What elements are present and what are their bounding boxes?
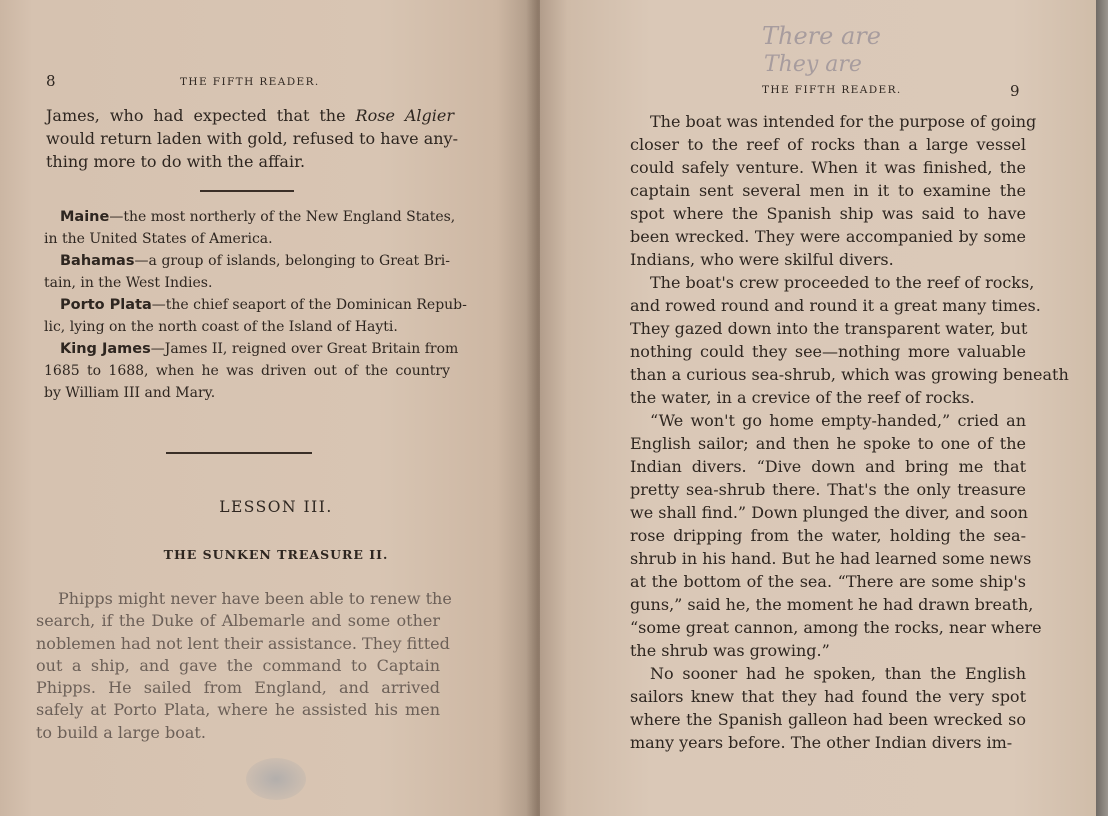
running-head: THE FIFTH READER. xyxy=(180,76,320,88)
text-line: guns,” said he, the moment he had drawn breath, xyxy=(630,595,1034,614)
paragraph xyxy=(630,662,1026,754)
left-page xyxy=(0,0,540,816)
lesson-subtitle: THE SUNKEN TREASURE II. xyxy=(163,547,389,562)
note-term: Porto Plata xyxy=(60,297,152,313)
text-line: The boat's crew proceeded to the reef of rocks, xyxy=(650,273,1035,292)
note-maine: Maine—the most northerly of the New England States, in the United States of America. xyxy=(44,209,456,247)
note-term: Maine xyxy=(60,209,110,225)
text-line: captain sent several men in it to examine the xyxy=(630,181,1026,200)
text-line: we shall find.” Down plunged the diver, and soon xyxy=(630,503,1028,522)
main-text xyxy=(630,110,1069,754)
text-line: The boat was intended for the purpose of going xyxy=(650,112,1037,131)
text-line: been wrecked. They were accompanied by some xyxy=(630,227,1026,246)
text-line: “We won't go home empty-handed,” cried an xyxy=(650,411,1026,430)
text-line: pretty sea-shrub there. That's the only treasure xyxy=(630,480,1026,499)
text-line: spot where the Spanish ship was said to have xyxy=(630,204,1026,223)
section-divider xyxy=(200,190,294,192)
lesson-divider xyxy=(166,452,312,454)
back-cover-edge xyxy=(1096,0,1108,816)
paragraph xyxy=(630,271,1069,409)
pencil-annotation: They are xyxy=(764,52,862,77)
text-line: Indian divers. “Dive down and bring me that xyxy=(630,457,1026,476)
text-line: “some great cannon, among the rocks, near where xyxy=(630,618,1042,637)
text-line: Phipps. He sailed from England, and arrived xyxy=(36,678,440,698)
right-page xyxy=(540,0,1096,816)
text-line: James, who had expected that the Rose Algier xyxy=(46,106,455,125)
note-term: King James xyxy=(60,341,151,357)
lesson-title: LESSON III. xyxy=(219,498,333,516)
glossary-notes xyxy=(44,206,467,404)
text-line: the water, in a crevice of the reef of rocks. xyxy=(630,388,975,407)
text-line: out a ship, and gave the command to Captain xyxy=(36,655,440,675)
note-term: Bahamas xyxy=(60,253,135,269)
text-line: English sailor; and then he spoke to one of the xyxy=(630,434,1026,453)
ink-smudge xyxy=(246,758,306,800)
running-head: THE FIFTH READER. xyxy=(762,84,902,96)
text-line: where the Spanish galleon had been wrecked so xyxy=(630,710,1026,729)
text-line: would return laden with gold, refused to have any- xyxy=(46,129,458,148)
text-line: at the bottom of the sea. “There are some ship's xyxy=(630,572,1026,591)
text-line: than a curious sea-shrub, which was growing beneath xyxy=(630,365,1069,384)
page-number: 8 xyxy=(46,72,56,90)
text-line: sailors knew that they had found the very spot xyxy=(630,687,1026,706)
text-line: could safely venture. When it was finished, the xyxy=(630,158,1026,177)
text-line: noblemen had not lent their assistance. They fitted xyxy=(36,633,450,653)
note-bahamas: Bahamas—a group of islands, belonging to Great Bri- tain, in the West Indies. xyxy=(44,253,450,291)
text-line: closer to the reef of rocks than a large vessel xyxy=(630,135,1026,154)
text-line: the shrub was growing.” xyxy=(630,641,830,660)
text-line: rose dripping from the water, holding the sea- xyxy=(630,526,1026,545)
paragraph xyxy=(630,409,1042,662)
text-line: to build a large boat. xyxy=(36,722,206,742)
text-line: Phipps might never have been able to renew the xyxy=(58,589,452,608)
text-line: and rowed round and round it a great many times. xyxy=(630,296,1041,315)
text-line: thing more to do with the affair. xyxy=(46,152,306,171)
text-line: shrub in his hand. But he had learned some news xyxy=(630,549,1032,568)
text-line: safely at Porto Plata, where he assisted his men xyxy=(36,700,440,720)
page-number: 9 xyxy=(1010,82,1020,100)
note-king-james: King James—James II, reigned over Great Britain from 1685 to 1688, when he was driven out of the country by William III and Mary. xyxy=(44,341,459,401)
text-line: They gazed down into the transparent water, but xyxy=(630,319,1028,338)
pencil-annotation: There are xyxy=(762,22,881,50)
lesson-paragraph xyxy=(36,588,452,744)
note-porto-plata: Porto Plata—the chief seaport of the Dominican Repub- lic, lying on the north coast of the Island of Hayti. xyxy=(44,297,467,335)
text-line: search, if the Duke of Albemarle and some other xyxy=(36,611,440,631)
text-line: many years before. The other Indian divers im- xyxy=(630,733,1013,752)
text-line: Indians, who were skilful divers. xyxy=(630,250,894,269)
paragraph xyxy=(630,110,1037,271)
text-line: No sooner had he spoken, than the English xyxy=(650,664,1026,683)
text-line: nothing could they see—nothing more valuable xyxy=(630,342,1026,361)
continuation-paragraph xyxy=(46,104,458,173)
